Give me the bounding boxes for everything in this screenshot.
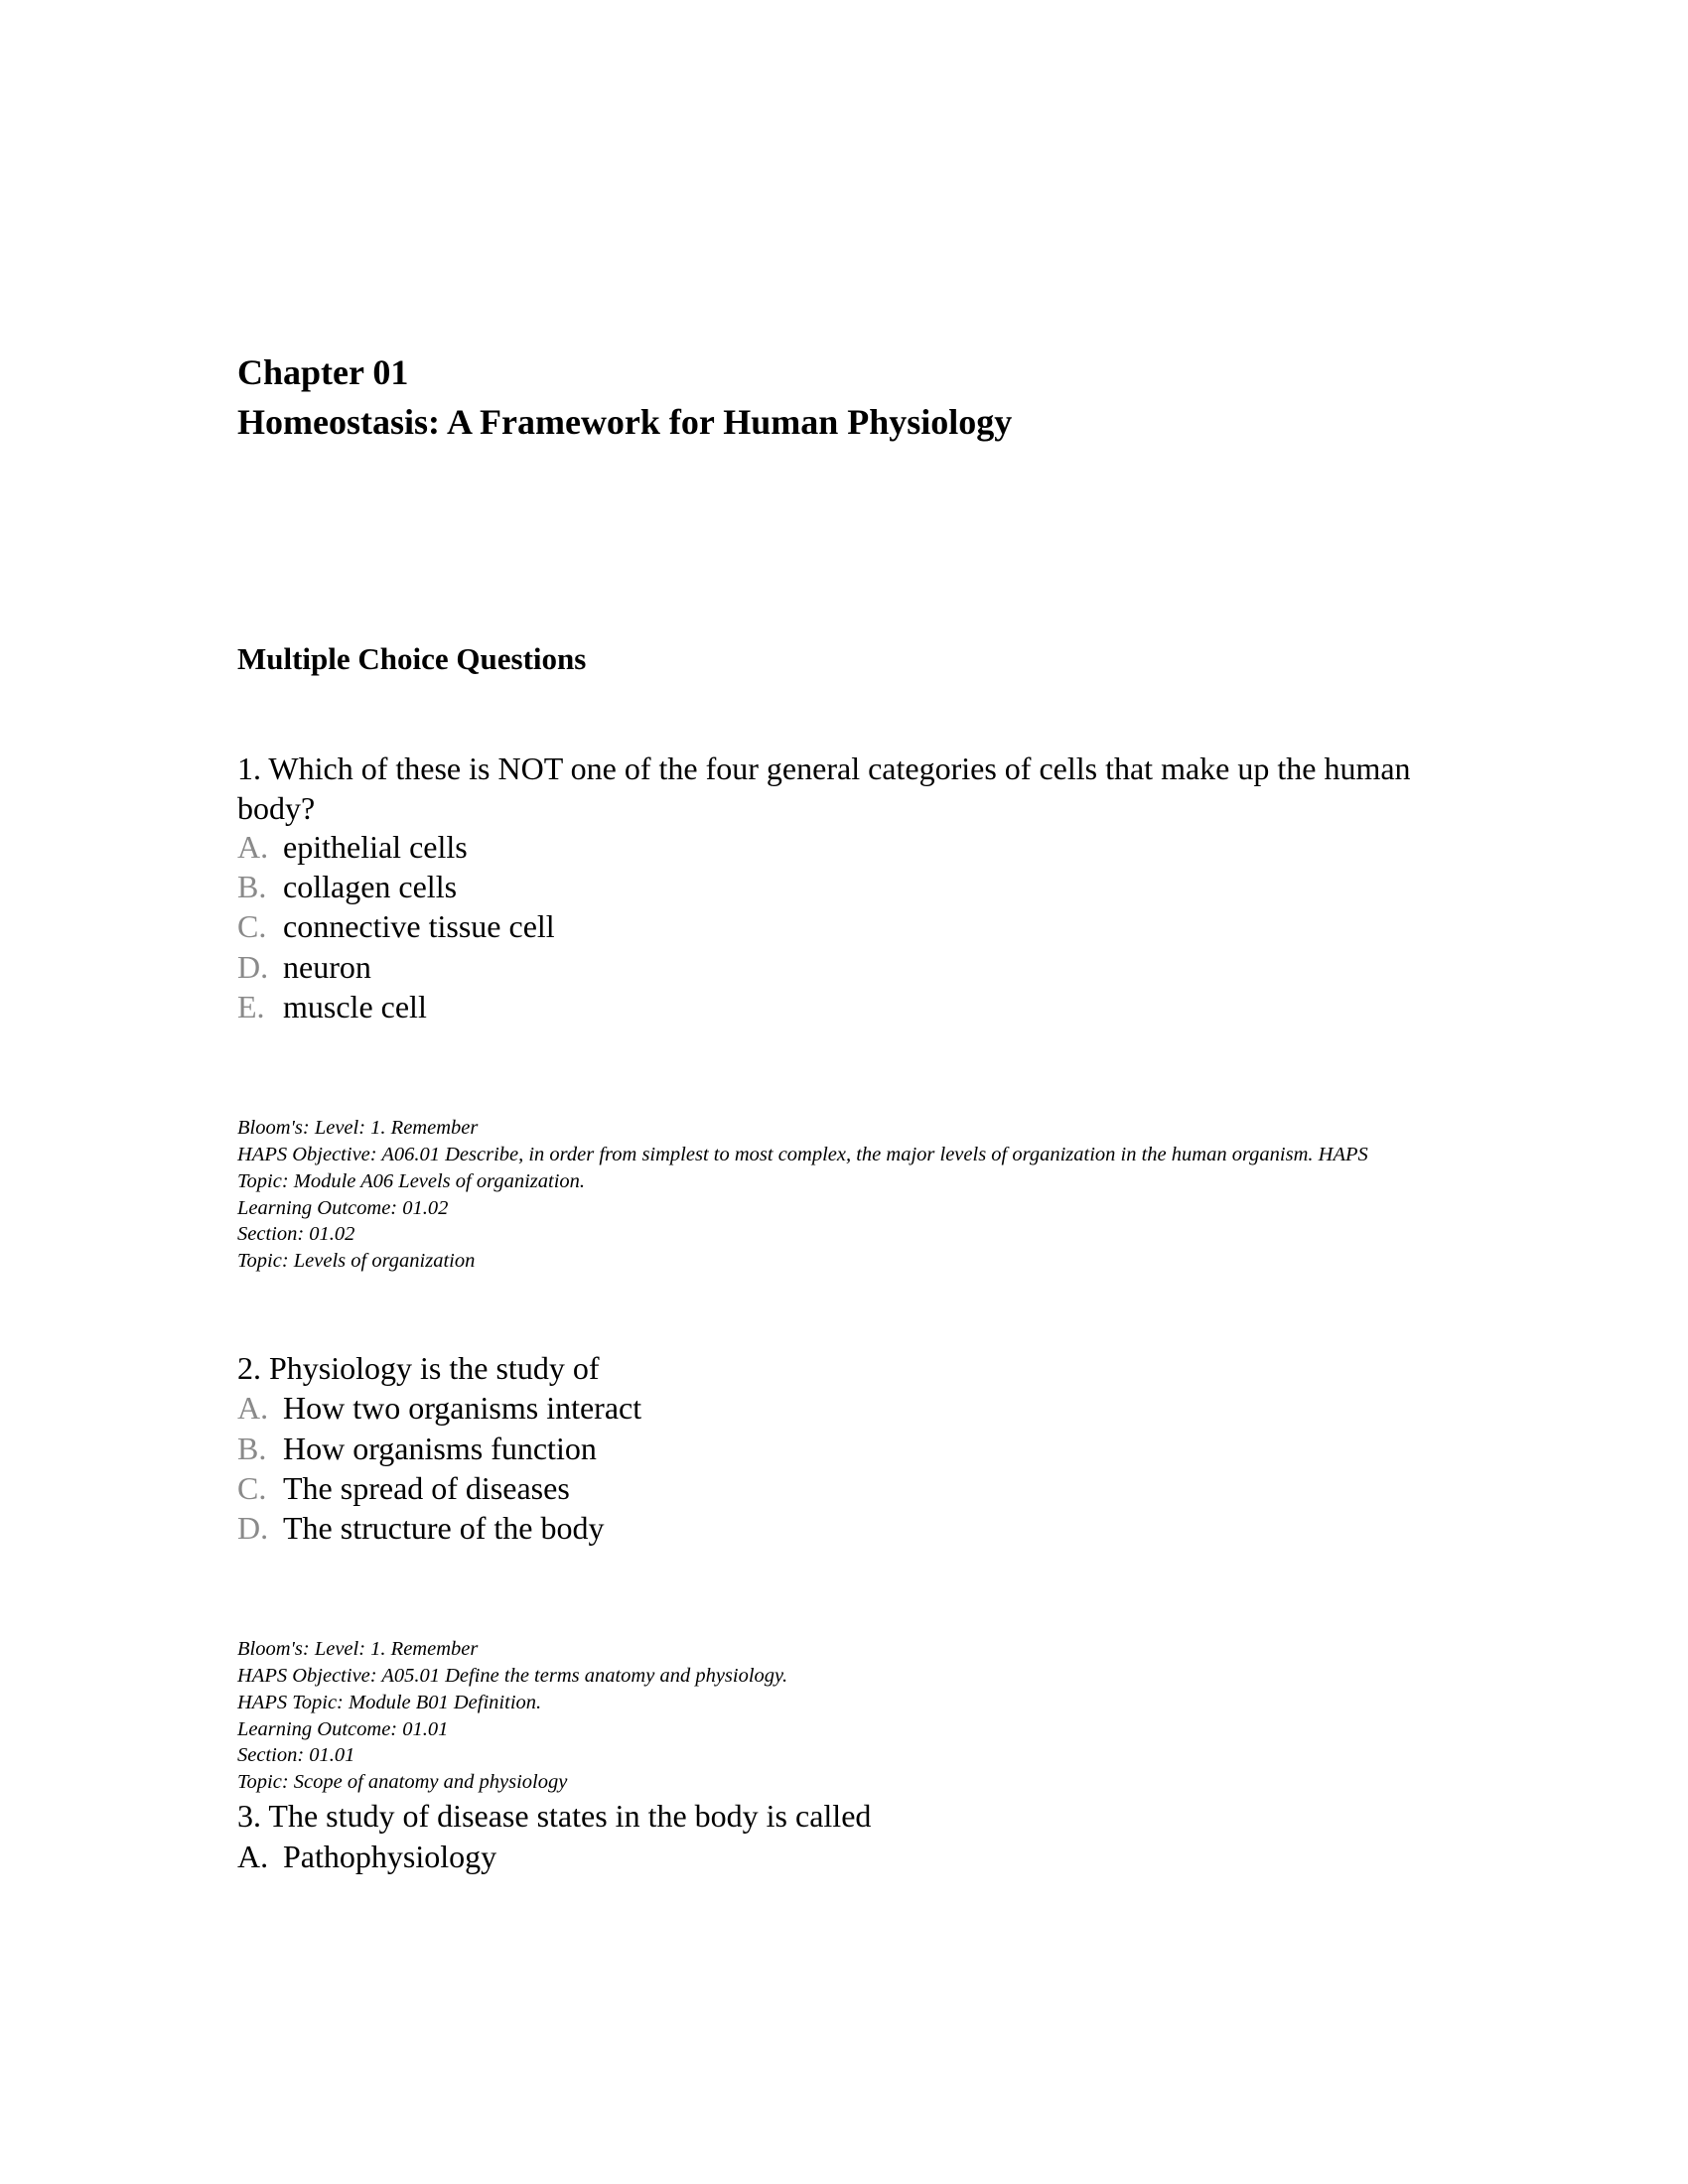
option-text: collagen cells bbox=[283, 869, 458, 904]
option-text: Pathophysiology bbox=[283, 1839, 497, 1874]
meta-line: Bloom's: Level: 1. Remember bbox=[237, 1117, 479, 1139]
chapter-title: Homeostasis: A Framework for Human Physiology bbox=[237, 402, 1013, 442]
option-e bbox=[237, 987, 427, 1026]
option-text: muscle cell bbox=[283, 989, 427, 1024]
chapter-number: Chapter 01 bbox=[237, 352, 409, 392]
meta-line: Topic: Levels of organization bbox=[237, 1250, 476, 1272]
option-text: How two organisms interact bbox=[283, 1390, 642, 1426]
meta-line: Topic: Scope of anatomy and physiology bbox=[237, 1771, 568, 1793]
meta-line: HAPS Topic: Module B01 Definition. bbox=[237, 1692, 542, 1713]
question-stem: 3. The study of disease states in the body is called bbox=[237, 1798, 872, 1834]
option-c bbox=[237, 906, 555, 946]
option-letter: D. bbox=[237, 949, 269, 985]
meta-line: Section: 01.01 bbox=[237, 1744, 355, 1766]
option-b bbox=[237, 867, 457, 906]
question-stem: body? bbox=[237, 790, 316, 826]
option-letter: A. bbox=[237, 829, 269, 865]
meta-line: Section: 01.02 bbox=[237, 1223, 355, 1245]
option-letter: A. bbox=[237, 1390, 269, 1426]
meta-line: Learning Outcome: 01.01 bbox=[237, 1718, 449, 1740]
option-text: The spread of diseases bbox=[283, 1470, 570, 1506]
section-heading: Multiple Choice Questions bbox=[237, 641, 587, 676]
option-letter: B. bbox=[237, 869, 267, 904]
meta-line: Learning Outcome: 01.02 bbox=[237, 1197, 449, 1219]
option-a bbox=[237, 827, 468, 867]
option-letter: E. bbox=[237, 989, 265, 1024]
meta-line: HAPS Objective: A05.01 Define the terms anatomy and physiology. bbox=[237, 1665, 788, 1687]
meta-line: Topic: Module A06 Levels of organization. bbox=[237, 1170, 586, 1192]
option-letter: A. bbox=[237, 1839, 269, 1874]
option-text: The structure of the body bbox=[283, 1510, 605, 1546]
option-text: epithelial cells bbox=[283, 829, 468, 865]
option-letter: C. bbox=[237, 908, 267, 944]
question-stem: 1. Which of these is NOT one of the four general categories of cells that make up the human bbox=[237, 751, 1411, 786]
option-d bbox=[237, 1508, 604, 1548]
option-text: connective tissue cell bbox=[283, 908, 555, 944]
option-text: neuron bbox=[283, 949, 371, 985]
question-stem: 2. Physiology is the study of bbox=[237, 1350, 600, 1386]
option-c bbox=[237, 1468, 570, 1508]
option-d bbox=[237, 947, 371, 987]
option-b bbox=[237, 1429, 597, 1468]
option-letter: B. bbox=[237, 1431, 267, 1466]
option-letter: C. bbox=[237, 1470, 267, 1506]
option-text: How organisms function bbox=[283, 1431, 597, 1466]
option-a bbox=[237, 1837, 496, 1876]
meta-line: HAPS Objective: A06.01 Describe, in order from simplest to most complex, the major levels of organization in the human organism. HAPS bbox=[237, 1144, 1368, 1165]
option-a bbox=[237, 1388, 641, 1428]
option-letter: D. bbox=[237, 1510, 269, 1546]
meta-line: Bloom's: Level: 1. Remember bbox=[237, 1638, 479, 1660]
